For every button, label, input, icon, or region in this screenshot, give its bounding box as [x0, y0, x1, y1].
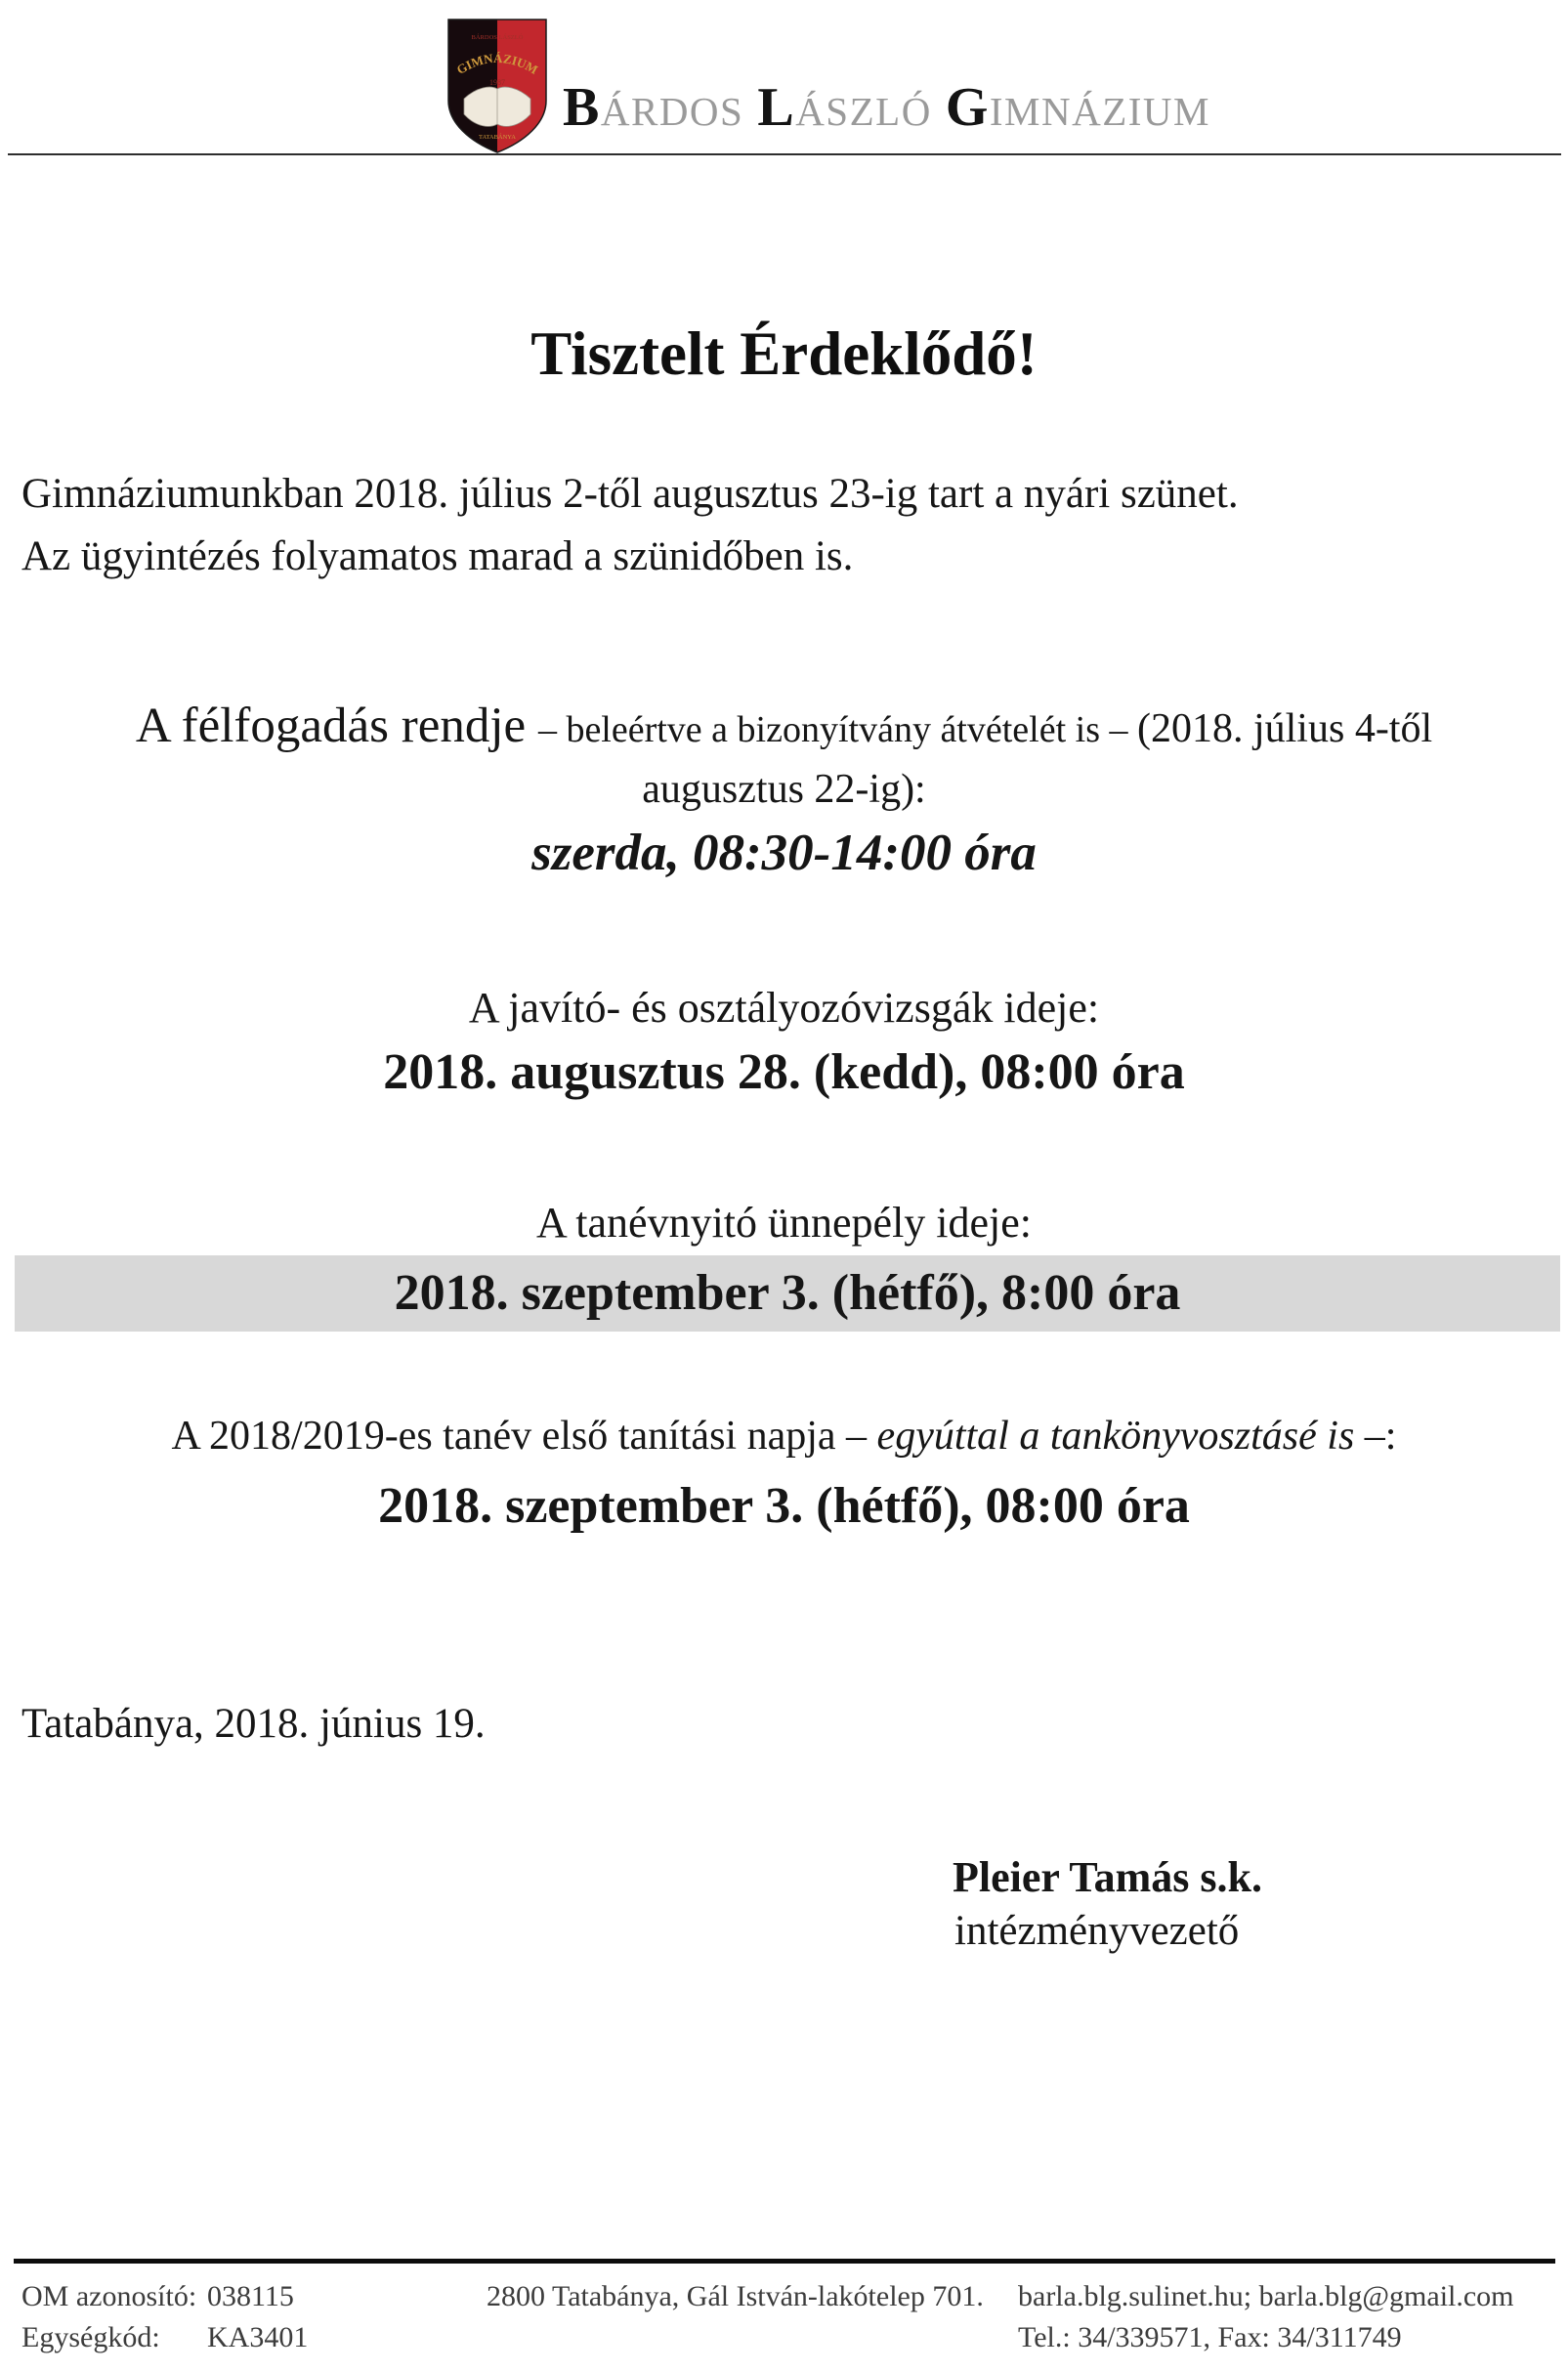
school-name-rest: IMNÁZIUM	[989, 89, 1210, 134]
intro-line-1: Gimnáziumunkban 2018. július 2-től augusztus 23-ig tart a nyári szünet.	[21, 471, 1239, 517]
footer-rule	[14, 2259, 1555, 2264]
office-hours-note: – beleértve a bizonyítvány átvételét is –	[537, 709, 1137, 750]
signature-name: Pleier Tamás s.k.	[953, 1853, 1263, 1901]
school-name-initial: B	[563, 77, 601, 138]
office-hours-lead: A félfogadás rendje	[135, 699, 538, 753]
opening-ceremony-time: 2018. szeptember 3. (hétfő), 8:00 óra	[394, 1265, 1181, 1321]
school-name-rest: ÁSZLÓ	[795, 89, 932, 134]
first-day-tail: –:	[1354, 1414, 1397, 1459]
crest-year-text: 1987	[489, 78, 505, 87]
school-name-initial: G	[945, 77, 990, 138]
intro-paragraph	[21, 463, 1546, 588]
date-line: Tatabánya, 2018. június 19.	[21, 1701, 486, 1747]
school-name-word	[757, 76, 931, 139]
footer-left-block	[21, 2276, 308, 2358]
office-hours-range-start: (2018. július 4-től	[1136, 706, 1433, 751]
office-hours-time: szerda, 08:30-14:00 óra	[531, 825, 1037, 881]
first-day-note: egyúttal a tankönyvosztásé is	[876, 1414, 1355, 1459]
footer-unit-value: KA3401	[207, 2321, 309, 2353]
first-day-heading	[0, 1413, 1568, 1460]
first-day-time: 2018. szeptember 3. (hétfő), 08:00 óra	[378, 1478, 1190, 1534]
school-name-rest: ÁRDOS	[600, 89, 744, 134]
intro-line-2: Az ügyintézés folyamatos marad a szünidőben is.	[21, 533, 854, 579]
school-name-initial: L	[757, 77, 796, 138]
footer-om-row	[21, 2276, 308, 2317]
page-title: Tisztelt Érdeklődő!	[530, 319, 1038, 388]
office-hours-range-end: augusztus 22-ig):	[642, 767, 926, 812]
footer-om-value: 038115	[207, 2280, 294, 2312]
footer-contact-block	[1018, 2276, 1514, 2358]
signature-role: intézményvezető	[954, 1908, 1240, 1954]
school-name-word	[563, 76, 743, 139]
footer-phone: Tel.: 34/339571, Fax: 34/311749	[1018, 2321, 1402, 2353]
office-hours-heading	[0, 698, 1568, 754]
crest-bottom-text: TATABÁNYA	[479, 134, 516, 141]
school-crest-icon	[447, 18, 547, 154]
opening-ceremony-heading: A tanévnyitó ünnepély ideje:	[535, 1199, 1033, 1247]
footer-unit-row	[21, 2317, 308, 2358]
footer-web-email: barla.blg.sulinet.hu; barla.blg@gmail.com	[1018, 2280, 1514, 2312]
header-rule	[8, 153, 1561, 155]
crest-arc-text: GIMNÁZIUM	[453, 50, 541, 77]
footer-unit-label: Egységkód:	[21, 2321, 160, 2353]
crest-top-text: BÁRDOS LÁSZLÓ	[471, 34, 524, 41]
exams-heading: A javító- és osztályozóvizsgák ideje:	[468, 984, 1100, 1032]
footer-om-label: OM azonosító:	[21, 2280, 197, 2312]
footer-address: 2800 Tatabánya, Gál István-lakótelep 701.	[487, 2280, 984, 2312]
exams-time: 2018. augusztus 28. (kedd), 08:00 óra	[383, 1044, 1185, 1100]
first-day-lead: A 2018/2019-es tanév első tanítási napja –	[171, 1414, 877, 1459]
school-name-word	[946, 76, 1210, 139]
opening-ceremony-highlight	[15, 1255, 1560, 1332]
school-name	[563, 76, 1210, 139]
